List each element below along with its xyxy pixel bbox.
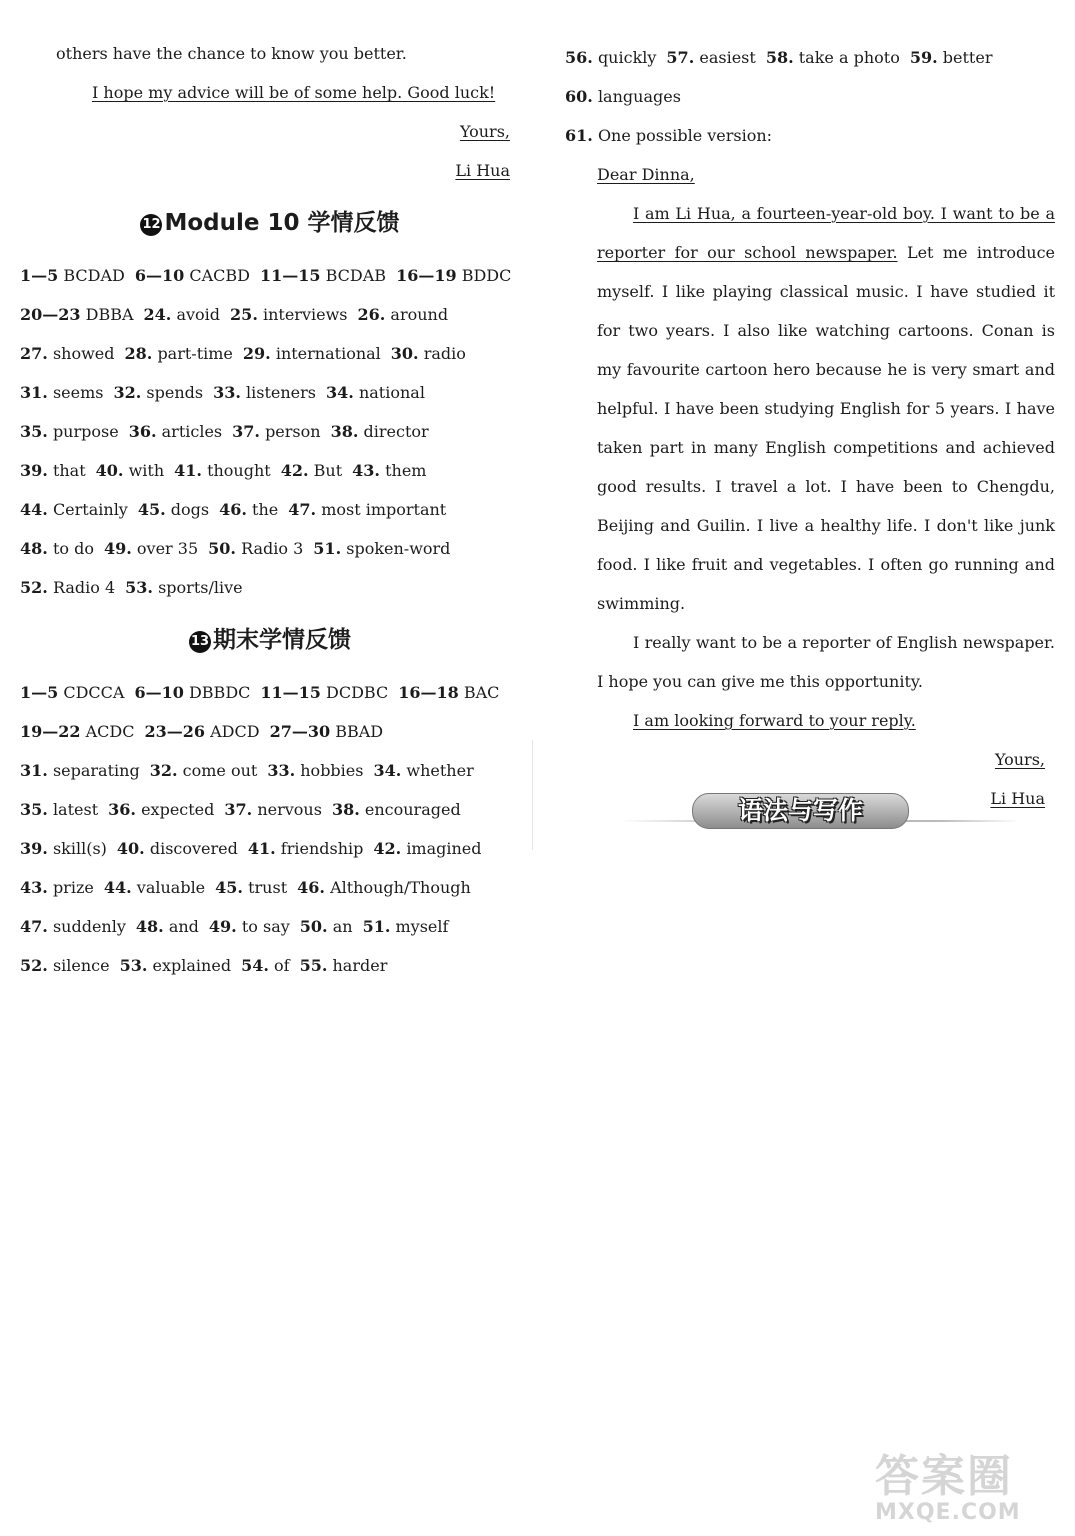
answer-text: BCDAB [325,266,387,285]
section-12-answers [20,256,520,607]
answer-text: CDCCA [63,683,125,702]
closing-text: Yours, [994,750,1045,769]
answer-item [113,383,203,402]
answer-item [174,461,271,480]
question-number: 27. [20,344,48,363]
question-number: 36. [108,800,136,819]
section-number-badge: 12 [140,214,162,236]
question-number: 35. [20,422,48,441]
answer-text: thought [207,461,271,480]
answer-row [20,373,520,412]
answer-item [766,48,900,67]
answer-item [120,956,231,975]
answer-item [396,266,511,285]
answer-item [219,500,278,519]
question-number: 38. [331,800,360,819]
question-number: 51. [313,539,342,558]
answer-item [20,422,119,441]
watermark-english: MXQE.COM [875,1500,1021,1525]
answer-item [104,878,205,897]
answer-item [565,48,656,67]
banner-label: 语法与写作 [737,796,863,825]
question-number: 16—19 [396,266,457,285]
answer-text: take a photo [798,48,900,67]
question-number: 42. [280,461,309,480]
answer-row [20,451,520,490]
question-number: 49. [208,917,237,936]
answer-item [20,683,124,702]
answer-item [373,839,481,858]
question-number: 46. [297,878,325,897]
answer-item [224,800,322,819]
question-number: 44. [20,500,48,519]
answer-text: them [385,461,427,480]
question-number: 48. [135,917,164,936]
answer-item [300,956,388,975]
question-number: 51. [362,917,391,936]
answer-item [300,917,353,936]
question-number: 61. [565,126,593,145]
answer-item [215,878,287,897]
answer-row [20,907,520,946]
section-13-title [20,611,520,669]
answer-row [565,38,1055,77]
section-12-heading: Module 10 学情反馈 [164,210,400,236]
right-answers [565,38,1055,155]
answer-item [125,344,233,363]
question-number: 60. [565,87,593,106]
answer-text: national [358,383,425,402]
greeting-text: Dear Dinna, [597,165,695,184]
answer-item [20,461,86,480]
question-number: 26. [357,305,386,324]
question-number: 50. [299,917,328,936]
question-number: 41. [174,461,202,480]
name-text: Li Hua [455,161,510,180]
answer-text: CACBD [189,266,250,285]
answer-text: listeners [246,383,317,402]
answer-text: dogs [170,500,210,519]
answer-item [20,761,140,780]
question-number: 19—22 [20,722,81,741]
answer-item [243,344,381,363]
answer-text: the [252,500,279,519]
answer-text: ADCD [210,722,260,741]
answer-item [910,48,993,67]
question-number: 27—30 [269,722,331,741]
answer-row [20,751,520,790]
answer-item [20,500,128,519]
question-number: 39. [20,839,48,858]
answer-text: quickly [597,48,657,67]
answer-item [270,722,384,741]
answer-text: an [332,917,353,936]
question-number: 54. [241,956,269,975]
question-number: 32. [113,383,142,402]
answer-text: DCDBC [326,683,389,702]
question-number: 29. [242,344,271,363]
answer-item [150,761,258,780]
banner-pill [692,793,909,829]
question-number: 52. [20,956,48,975]
answer-text: One possible version: [597,126,773,145]
answer-text: discovered [149,839,238,858]
answer-item [326,383,425,402]
answer-text: that [52,461,86,480]
answer-text: avoid [176,305,221,324]
answer-item [260,266,386,285]
answer-text: better [942,48,993,67]
answer-text: of [274,956,290,975]
answer-text: silence [52,956,110,975]
answer-text: BBAD [335,722,384,741]
answer-item [136,917,199,936]
answer-item [363,917,449,936]
question-number: 34. [373,761,402,780]
answer-text: spends [146,383,204,402]
answer-row [20,256,520,295]
answer-text: prize [52,878,94,897]
answer-item [565,87,681,106]
answer-item [288,500,446,519]
answer-text: suddenly [52,917,126,936]
answer-text: explained [152,956,232,975]
paragraph-3-underlined: I am looking forward to your reply. [633,711,916,730]
answer-row [20,529,520,568]
question-number: 1—5 [20,266,59,285]
question-number: 11—15 [260,683,321,702]
question-number: 37. [232,422,260,441]
question-number: 35. [20,800,48,819]
question-number: 44. [103,878,132,897]
question-number: 47. [288,500,317,519]
question-number: 57. [666,48,695,67]
answer-text: But [313,461,343,480]
answer-item [260,683,388,702]
answer-text: trust [248,878,288,897]
grammar-writing-banner [620,790,1020,830]
answer-item [20,344,115,363]
answer-item [104,539,198,558]
answer-text: most important [321,500,447,519]
answer-text: BDDC [461,266,512,285]
answer-text: part-time [157,344,233,363]
question-number: 31. [20,383,48,402]
question-number: 6—10 [134,266,185,285]
answer-item [138,500,209,519]
question-number: 32. [149,761,178,780]
answer-text: director [363,422,429,441]
answer-text: ACDC [85,722,135,741]
answer-item [357,305,448,324]
answer-text: seems [52,383,104,402]
question-number: 33. [267,761,296,780]
answer-item [125,578,242,597]
question-number: 56. [565,48,593,67]
closing-text: Yours, [459,122,510,141]
sample-letter [565,155,1055,818]
answer-row [565,77,1055,116]
answer-item [398,683,499,702]
answer-item [666,48,755,67]
question-number: 11—15 [260,266,321,285]
answer-item [135,266,250,285]
answer-item [248,839,364,858]
left-column [20,34,520,985]
question-number: 39. [20,461,48,480]
answer-text: encouraged [364,800,461,819]
question-number: 16—18 [398,683,459,702]
answer-text: BAC [463,683,500,702]
answer-text: Certainly [52,500,128,519]
answer-text: Although/Though [330,878,471,897]
advice-underlined: I hope my advice will be of some help. Good luck! [92,83,496,102]
answer-text: with [128,461,165,480]
answer-item [331,422,429,441]
answer-item [313,539,450,558]
answer-text: harder [332,956,388,975]
answer-text: radio [423,344,466,363]
answer-item [373,761,473,780]
answer-text: to do [52,539,94,558]
question-number: 53. [125,578,153,597]
answer-text: Radio 3 [241,539,304,558]
letter-paragraph-1 [597,194,1055,623]
question-number: 36. [128,422,157,441]
question-number: 1—5 [20,683,59,702]
question-number: 38. [330,422,359,441]
answer-text: separating [52,761,140,780]
answer-text: showed [52,344,115,363]
answer-item [20,878,94,897]
letter-closing [597,740,1055,779]
answer-row [20,790,520,829]
question-number: 48. [20,539,48,558]
answer-item [241,956,290,975]
watermark-chinese: 答案圈 [875,1451,1013,1502]
answer-item [281,461,342,480]
right-column [565,38,1055,818]
question-number: 33. [213,383,241,402]
answer-text: sports/live [158,578,243,597]
answer-text: imagined [406,839,482,858]
name-text: Li Hua [990,789,1045,808]
answer-text: nervous [257,800,322,819]
answer-item [20,305,134,324]
answer-row [20,490,520,529]
answer-text: DBBDC [188,683,251,702]
answer-row [20,946,520,985]
answer-text: spoken-word [346,539,451,558]
answer-text: DBBA [85,305,134,324]
answer-row [20,673,520,712]
answer-text: easiest [699,48,756,67]
answer-item [565,126,772,145]
answer-item [145,722,260,741]
paragraph-1-underlined: I am Li Hua, a fourteen-year-old boy. I want to be a reporter for our school newspaper. [597,204,1055,262]
question-number: 23—26 [144,722,206,741]
answer-item [20,539,94,558]
answer-item [332,800,461,819]
answer-item [108,800,214,819]
answer-item [20,956,110,975]
answer-row [20,334,520,373]
answer-row [20,568,520,607]
answer-item [208,539,303,558]
question-number: 47. [20,917,48,936]
section-13-heading: 期末学情反馈 [213,627,351,653]
letter-end-advice [20,73,520,112]
answer-item [20,383,103,402]
question-number: 45. [137,500,166,519]
letter-paragraph-3 [597,701,1055,740]
answer-item [134,683,250,702]
answer-text: international [275,344,381,363]
question-number: 31. [20,761,48,780]
question-number: 49. [103,539,132,558]
letter-end-closing [20,112,520,151]
question-number: 58. [765,48,794,67]
question-number: 45. [215,878,243,897]
answer-item [209,917,290,936]
answer-item [20,722,135,741]
answer-item [20,917,126,936]
answer-row [20,712,520,751]
answer-item [297,878,471,897]
answer-item [230,305,347,324]
answer-item [96,461,164,480]
answer-text: articles [161,422,223,441]
question-number: 28. [124,344,153,363]
answer-text: come out [182,761,258,780]
answer-row [20,412,520,451]
answer-item [20,578,115,597]
answer-item [20,839,107,858]
answer-text: hobbies [300,761,364,780]
site-watermark [875,1440,1065,1530]
question-number: 50. [208,539,236,558]
answer-text: valuable [136,878,206,897]
answer-text: skill(s) [52,839,107,858]
question-number: 24. [143,305,172,324]
answer-text: BCDAD [63,266,125,285]
answer-item [129,422,222,441]
answer-text: person [265,422,321,441]
answer-text: around [390,305,449,324]
answer-text: Radio 4 [52,578,116,597]
answer-row [20,868,520,907]
answer-text: languages [597,87,681,106]
question-number: 25. [230,305,258,324]
letter-end-line: others have the chance to know you better. [56,44,407,63]
question-number: 43. [352,461,380,480]
question-number: 37. [224,800,253,819]
answer-text: friendship [280,839,364,858]
answer-text: purpose [52,422,119,441]
question-number: 55. [299,956,328,975]
section-number-badge: 13 [189,631,211,653]
answer-item [267,761,363,780]
answer-item [232,422,320,441]
section-12-title [20,194,520,252]
answer-row [20,829,520,868]
letter-greeting [597,155,1055,194]
answer-text: myself [395,917,449,936]
question-number: 40. [95,461,124,480]
answer-text: whether [406,761,474,780]
column-divider [532,740,533,850]
question-number: 43. [20,878,48,897]
letter-end-name [20,151,520,190]
answer-text: interviews [262,305,348,324]
answer-item [352,461,426,480]
question-number: 53. [119,956,148,975]
question-number: 6—10 [134,683,184,702]
answer-item [117,839,238,858]
answer-item [213,383,316,402]
question-number: 34. [326,383,354,402]
answer-text: expected [141,800,215,819]
answer-item [144,305,221,324]
question-number: 20—23 [20,305,81,324]
question-number: 52. [20,578,48,597]
question-number: 30. [390,344,419,363]
answer-row [565,116,1055,155]
answer-text: over 35 [136,539,199,558]
answer-item [20,800,98,819]
section-13-answers [20,673,520,985]
answer-text: and [168,917,199,936]
question-number: 59. [909,48,938,67]
question-number: 40. [116,839,145,858]
question-number: 41. [247,839,276,858]
answer-row [20,295,520,334]
answer-item [20,266,125,285]
answer-text: latest [52,800,99,819]
letter-paragraph-2: I really want to be a reporter of English newspaper. I hope you can give me this opportunity. [597,633,1055,691]
paragraph-1-text: Let me introduce myself. I like playing classical music. I have studied it for two years. I also like watching cartoons. Conan is my favourite cartoon hero because he is very smart and helpful. I have been studying English for 5 years. I have taken part in many English competitions and achieved good results. I travel a lot. I have been to Chengdu, Beijing and Guilin. I live a healthy life. I don't like junk food. I like fruit and vegetables. I often go running and swimming. [597,243,1056,613]
answer-text: to say [241,917,290,936]
question-number: 42. [373,839,402,858]
answer-item [391,344,466,363]
question-number: 46. [219,500,247,519]
